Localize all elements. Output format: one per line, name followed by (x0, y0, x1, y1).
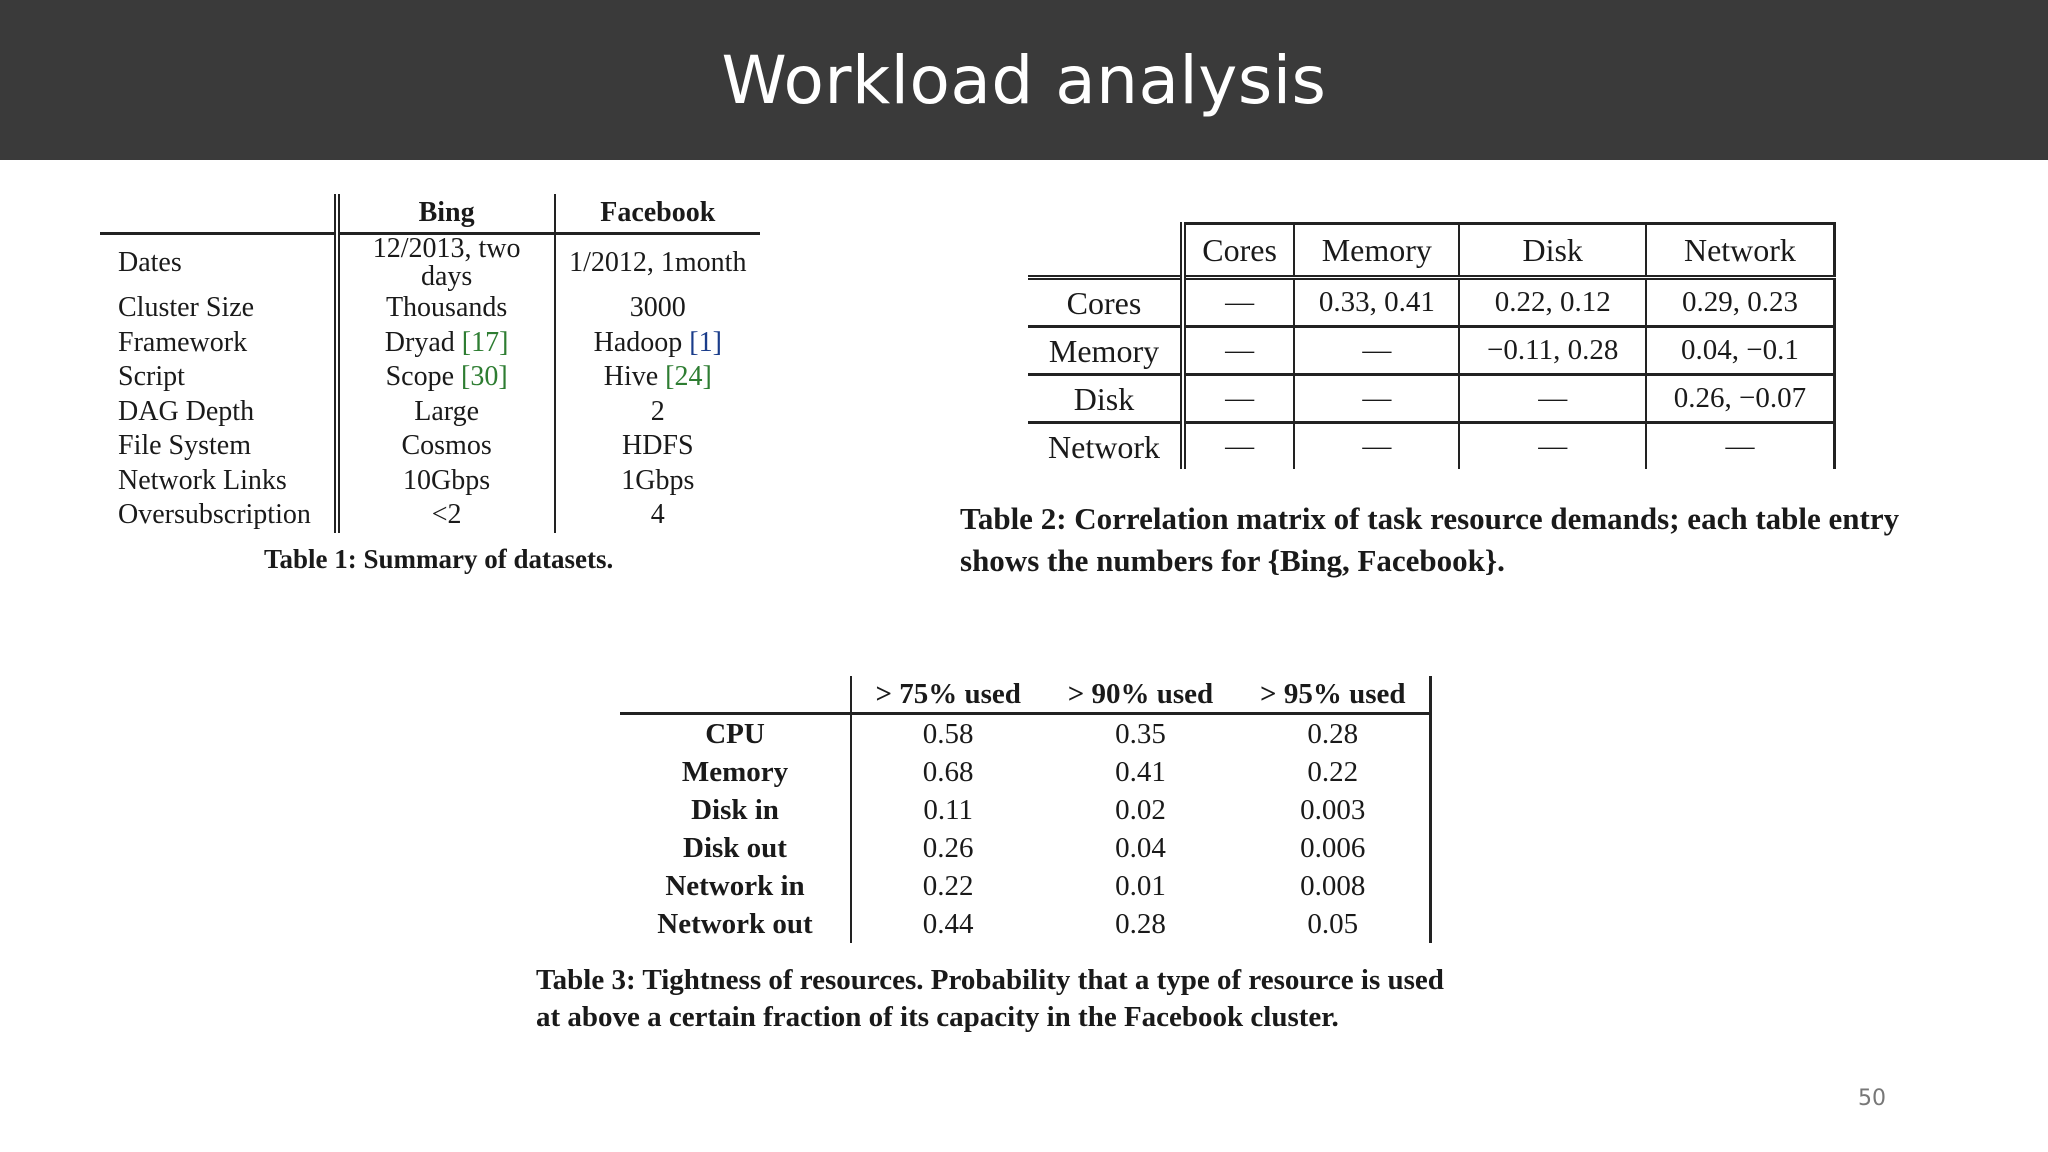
citation-link[interactable]: [1] (689, 326, 722, 358)
datasets-summary-table (100, 194, 760, 533)
row-label: DAG Depth (100, 395, 337, 430)
table2-caption (960, 498, 1920, 582)
table-cell: 0.26 (922, 831, 974, 864)
table-row (100, 234, 760, 292)
table-row (100, 498, 760, 533)
table-row (620, 791, 1431, 829)
row-label: Disk in (620, 791, 851, 829)
table1-caption: Table 1: Summary of datasets. (264, 544, 614, 574)
table-row (1028, 375, 1835, 423)
row-label: Disk (1028, 375, 1183, 423)
table-header-cell: Cores (1183, 224, 1294, 278)
table-header-row (1028, 224, 1835, 278)
table-row (620, 905, 1431, 943)
table-row (620, 867, 1431, 905)
table-cell: 0.26, −0.07 (1646, 375, 1835, 423)
caption-line: Table 2: Correlation matrix of task resource demands; each table entry (960, 501, 1900, 536)
table-row (100, 291, 760, 326)
table-cell (555, 360, 760, 395)
table-cell: 0.02 (1115, 793, 1166, 826)
table-header-cell (100, 194, 337, 234)
table-cell: 1/2012, 1month (569, 247, 747, 278)
table-cell: 4 (650, 499, 665, 531)
correlation-matrix-table (1028, 222, 1836, 469)
table-cell: — (1183, 423, 1294, 470)
table-cell: 2 (650, 395, 665, 427)
table-cell: Cosmos (337, 429, 555, 464)
table-cell: −0.11, 0.28 (1459, 327, 1645, 375)
table-cell: — (1183, 327, 1294, 375)
row-label: Framework (100, 326, 337, 361)
table-cell: 0.29, 0.23 (1646, 278, 1835, 327)
row-label: Script (100, 360, 337, 395)
table-cell: 0.28 (1115, 907, 1166, 940)
cell-text: Hive (603, 361, 666, 393)
table-header-cell: Disk (1459, 224, 1645, 278)
table-header-cell: > 95% used (1237, 676, 1431, 714)
table-row (620, 829, 1431, 867)
table-cell: Thousands (337, 291, 555, 326)
table-row (100, 464, 760, 499)
row-label: Cluster Size (100, 291, 337, 326)
cell-text: Dryad (384, 326, 462, 358)
table-cell: 3000 (629, 292, 686, 324)
table-cell: 0.22 (922, 869, 974, 902)
table-row (100, 326, 760, 361)
page-number: 50 (1858, 1086, 1886, 1111)
table-cell: 0.11 (923, 793, 974, 826)
table-cell: 1Gbps (621, 464, 695, 496)
row-label: File System (100, 429, 337, 464)
table3-caption (536, 962, 1536, 1036)
table-cell: — (1646, 423, 1835, 470)
table-cell: HDFS (621, 430, 694, 462)
table-row (100, 360, 760, 395)
row-label: CPU (620, 714, 851, 754)
table-row (100, 429, 760, 464)
table-header-cell: Network (1646, 224, 1835, 278)
caption-line: shows the numbers for {Bing, Facebook}. (960, 543, 1505, 578)
table-cell: 0.68 (922, 755, 974, 788)
table-cell: 0.33, 0.41 (1294, 278, 1459, 327)
table-header-row (620, 676, 1431, 714)
row-label: Network (1028, 423, 1183, 470)
table-header-cell: Memory (1294, 224, 1459, 278)
table-cell: 0.28 (1237, 714, 1431, 754)
table-cell: 0.44 (922, 907, 974, 940)
table-cell: 0.01 (1115, 869, 1166, 902)
row-label: Network out (620, 905, 851, 943)
table-cell: — (1183, 375, 1294, 423)
table-cell: 0.58 (922, 717, 974, 750)
table-row (100, 395, 760, 430)
table-cell: 0.22 (1237, 753, 1431, 791)
table-cell: 0.22, 0.12 (1459, 278, 1645, 327)
table-cell: <2 (337, 498, 555, 533)
row-label: Cores (1028, 278, 1183, 327)
table-cell: 0.04, −0.1 (1646, 327, 1835, 375)
table-cell: — (1294, 327, 1459, 375)
table-header-cell: Bing (337, 194, 555, 234)
table-header-cell: Facebook (555, 194, 760, 234)
citation-link[interactable]: [24] (665, 361, 712, 393)
slide-title-bar (0, 0, 2048, 160)
table-corner-cell (1028, 224, 1183, 278)
table-cell: — (1183, 278, 1294, 327)
table-cell (337, 360, 555, 395)
table-row (1028, 423, 1835, 470)
table-cell: — (1294, 423, 1459, 470)
table-cell: Large (337, 395, 555, 430)
row-label: Dates (100, 234, 337, 292)
table-cell: 0.05 (1237, 905, 1431, 943)
row-label: Memory (1028, 327, 1183, 375)
row-label: Disk out (620, 829, 851, 867)
table-row (1028, 327, 1835, 375)
table-cell (337, 326, 555, 361)
resource-tightness-table (620, 676, 1432, 943)
table-cell: 0.41 (1115, 755, 1166, 788)
table-cell: 0.003 (1237, 791, 1431, 829)
table-cell: — (1459, 375, 1645, 423)
table-cell: 0.006 (1237, 829, 1431, 867)
caption-line: Table 3: Tightness of resources. Probability that a type of resource is used (536, 964, 1444, 996)
table-cell: — (1294, 375, 1459, 423)
table-cell: 0.04 (1115, 831, 1166, 864)
table-cell: 0.35 (1115, 717, 1166, 750)
table-corner-cell (620, 676, 851, 714)
row-label: Memory (620, 753, 851, 791)
slide-title: Workload analysis (721, 41, 1327, 119)
table-header-cell: > 90% used (1044, 676, 1236, 714)
row-label: Network in (620, 867, 851, 905)
table-cell: 10Gbps (337, 464, 555, 499)
table-header-row (100, 194, 760, 234)
citation-link[interactable]: [30] (461, 361, 508, 393)
row-label: Network Links (100, 464, 337, 499)
table-cell (555, 326, 760, 361)
cell-text: Scope (385, 361, 461, 393)
table-row (620, 714, 1431, 754)
table-row (620, 753, 1431, 791)
caption-line: at above a certain fraction of its capacity in the Facebook cluster. (536, 1001, 1339, 1033)
table-cell: 12/2013, two days (337, 234, 555, 292)
table-cell: 0.008 (1237, 867, 1431, 905)
citation-link[interactable]: [17] (461, 326, 509, 358)
row-label: Oversubscription (100, 498, 337, 533)
table-row (1028, 278, 1835, 327)
cell-text: Hadoop (593, 326, 690, 358)
table-cell: — (1459, 423, 1645, 470)
table-header-cell: > 75% used (851, 676, 1044, 714)
